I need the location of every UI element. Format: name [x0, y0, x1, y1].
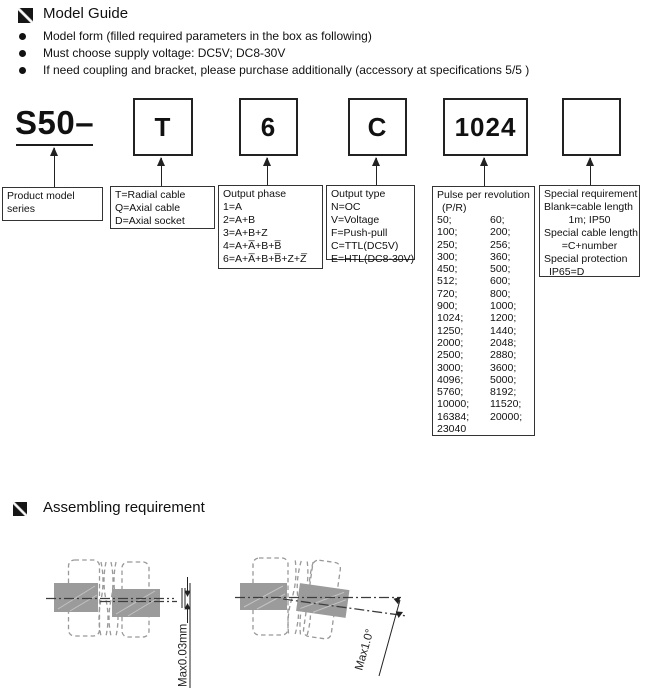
text-line: 1m; IP50	[568, 214, 611, 226]
text-line: series	[7, 203, 36, 215]
ppr-row: 720; 800;	[437, 287, 511, 300]
bullet-icon	[19, 67, 26, 74]
output-phase-box	[218, 185, 323, 269]
model-prefix: S50–	[15, 104, 95, 141]
model-box-special	[562, 98, 621, 156]
text-line: 2=A+B	[223, 214, 256, 226]
leader-arrow-form	[161, 158, 162, 186]
ppr-row: 1250; 1440;	[437, 324, 517, 337]
model-box-ppr: 1024	[443, 98, 528, 156]
model-box-form: T	[133, 98, 193, 156]
text-line: E=HTL(DC8-30V)	[331, 253, 415, 265]
bullet-supply-voltage: Must choose supply voltage: DC5V; DC8-30V	[43, 46, 286, 60]
ppr-row: 23040	[437, 423, 467, 436]
model-box-output-type: C	[348, 98, 407, 156]
shaft-right	[112, 589, 160, 617]
output-type-box	[326, 185, 415, 265]
assembly-drawings	[0, 540, 650, 693]
ppr-row: 512; 600;	[437, 275, 511, 288]
leader-arrow-output-type	[376, 158, 377, 185]
model-guide-title: Model Guide	[43, 5, 129, 22]
radial-offset-drawing	[46, 560, 191, 688]
shaft-left	[240, 583, 287, 610]
ppr-row: 300; 360;	[437, 250, 511, 263]
ppr-subtitle: (P/R)	[442, 201, 467, 214]
text-line: T=Radial cable	[115, 189, 186, 201]
shaft-right-tilted	[296, 583, 349, 618]
text-line: Output type	[331, 188, 386, 200]
bullet-model-form: Model form (filled required parameters in the box as following)	[43, 29, 372, 43]
ppr-row: 16384; 20000;	[437, 410, 523, 423]
ppr-row: 5760; 8192;	[437, 386, 517, 399]
ppr-row: 10000; 11520;	[437, 398, 522, 411]
bullet-icon	[19, 50, 26, 57]
text-line: =C+number	[561, 240, 618, 252]
assembling-title: Assembling requirement	[43, 499, 205, 516]
text-line: 4=A+A̅+B+B̅	[223, 240, 282, 252]
text-line: Special requirement	[544, 188, 638, 200]
ppr-row: 4096; 5000;	[437, 373, 517, 386]
text-line: IP65=D	[549, 266, 585, 278]
angular-misalignment-drawing	[235, 558, 407, 676]
model-prefix-underline	[16, 144, 93, 146]
text-line: V=Voltage	[331, 214, 380, 226]
ppr-row: 2000; 2048;	[437, 336, 517, 349]
text-line: Blank=cable length	[544, 201, 634, 213]
text-line: C=TTL(DC5V)	[331, 240, 399, 252]
ppr-row: 2500; 2880;	[437, 349, 517, 362]
ppr-title: Pulse per revolution	[437, 189, 530, 201]
cable-type-box	[110, 186, 215, 229]
text-line: Special protection	[544, 253, 628, 265]
text-line: N=OC	[331, 201, 361, 213]
shaft-left	[54, 583, 98, 612]
bullet-icon	[19, 33, 26, 40]
ppr-row: 3000; 3600;	[437, 361, 517, 374]
ppr-row: 250; 256;	[437, 238, 511, 251]
text-line: Q=Axial cable	[115, 202, 181, 214]
text-line: Special cable length	[544, 227, 638, 239]
angle-dimension-label: Max1.0°	[353, 627, 377, 672]
text-line: Product model	[7, 190, 75, 202]
leader-arrow-product-model	[54, 148, 55, 187]
ppr-row: 50; 60;	[437, 214, 505, 226]
leader-arrow-ppr	[484, 158, 485, 186]
product-model-box	[2, 187, 103, 221]
special-requirement-box	[539, 185, 640, 277]
angle-dimension	[379, 597, 403, 676]
text-line: D=Axial socket	[115, 215, 185, 227]
text-line: F=Push-pull	[331, 227, 388, 239]
text-line: 3=A+B+Z	[223, 227, 268, 239]
section-marker-icon	[18, 8, 33, 23]
pulse-per-revolution-box	[432, 186, 535, 436]
model-box-output-phase: 6	[239, 98, 298, 156]
ppr-row: 450; 500;	[437, 263, 511, 276]
leader-arrow-special	[590, 158, 591, 185]
text-line: 6=A+A̅+B+B̅+Z+Z̅	[223, 253, 307, 265]
text-line: 1=A	[223, 201, 242, 213]
leader-arrow-output-phase	[267, 158, 268, 185]
text-line: Output phase	[223, 188, 287, 200]
section-marker-icon	[13, 502, 27, 516]
bullet-coupling-bracket: If need coupling and bracket, please purchase additionally (accessory at specifications 5/5 )	[43, 63, 530, 77]
offset-dimension-label: Max0.03mm	[177, 623, 190, 687]
ppr-row: 100; 200;	[437, 226, 511, 239]
ppr-row: 900; 1000;	[437, 300, 517, 313]
ppr-row: 1024; 1200;	[437, 312, 517, 325]
